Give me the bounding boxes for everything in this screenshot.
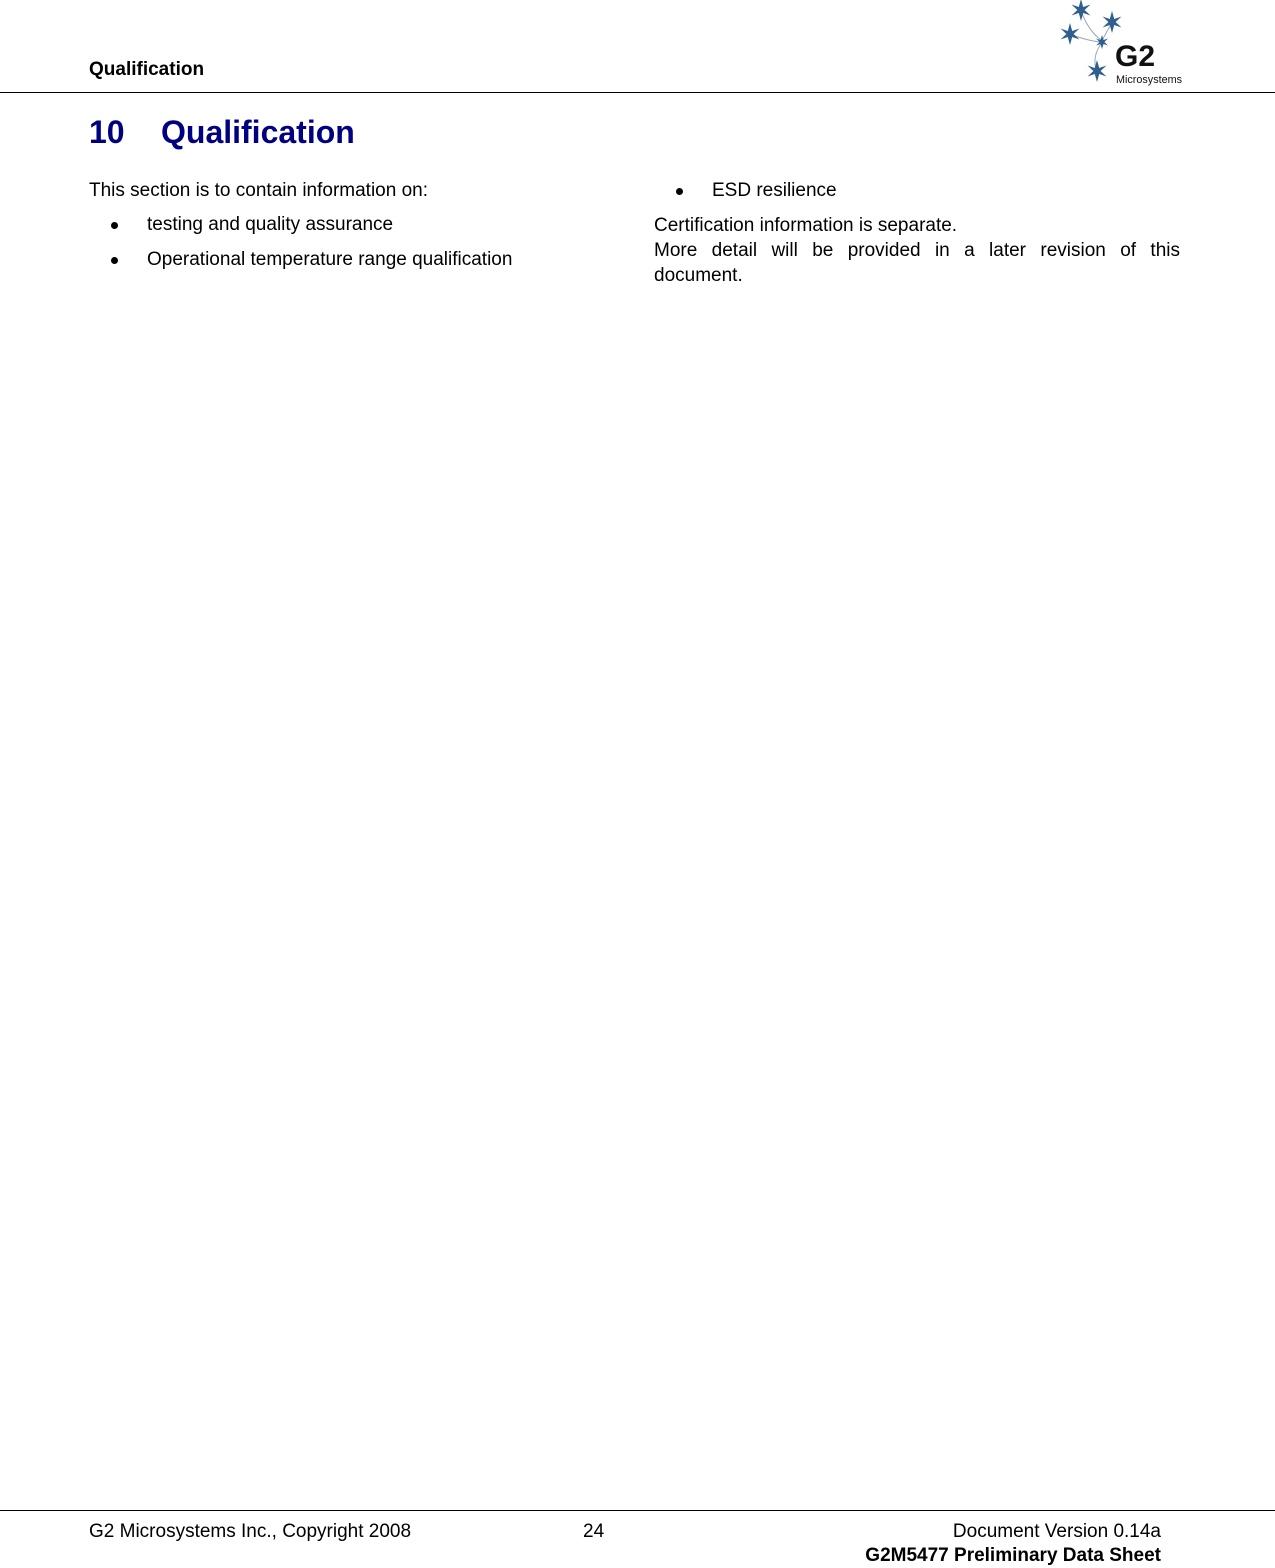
bullet-icon bbox=[111, 222, 118, 229]
right-bullet-list bbox=[654, 178, 1180, 203]
footer-rule bbox=[0, 1510, 1275, 1511]
header-rule bbox=[0, 92, 1275, 93]
running-header-title: Qualification bbox=[89, 59, 205, 80]
certification-paragraph: Certification information is separate. bbox=[654, 215, 958, 236]
left-bullet-list bbox=[89, 212, 589, 272]
section-heading bbox=[89, 112, 355, 152]
logo-mark: G2 bbox=[1115, 40, 1156, 73]
intro-text: This section is to contain information on: bbox=[89, 180, 429, 201]
list-item-text: Operational temperature range qualification bbox=[147, 249, 513, 270]
list-item-text: ESD resilience bbox=[712, 180, 837, 201]
footer-page-number: 24 bbox=[583, 1521, 605, 1542]
footer-document-info bbox=[865, 1520, 1161, 1568]
section-title: Qualification bbox=[161, 114, 355, 150]
list-item bbox=[89, 247, 589, 272]
list-item bbox=[89, 212, 589, 237]
right-column bbox=[654, 178, 1180, 288]
g2-microsystems-logo bbox=[1055, 0, 1190, 90]
revision-paragraph: More detail will be provided in a later revision of this document. bbox=[654, 240, 1180, 286]
list-item bbox=[654, 178, 1180, 203]
left-column bbox=[89, 178, 589, 272]
footer-version: Document Version 0.14a bbox=[952, 1521, 1161, 1542]
logo-text: Microsystems bbox=[1116, 74, 1183, 86]
bullet-icon bbox=[111, 257, 118, 264]
list-item-text: testing and quality assurance bbox=[147, 214, 394, 235]
bullet-icon bbox=[676, 188, 683, 195]
footer-copyright: G2 Microsystems Inc., Copyright 2008 bbox=[89, 1521, 412, 1542]
footer-document-title: G2M5477 Preliminary Data Sheet bbox=[865, 1545, 1161, 1566]
section-number: 10 bbox=[89, 114, 125, 150]
